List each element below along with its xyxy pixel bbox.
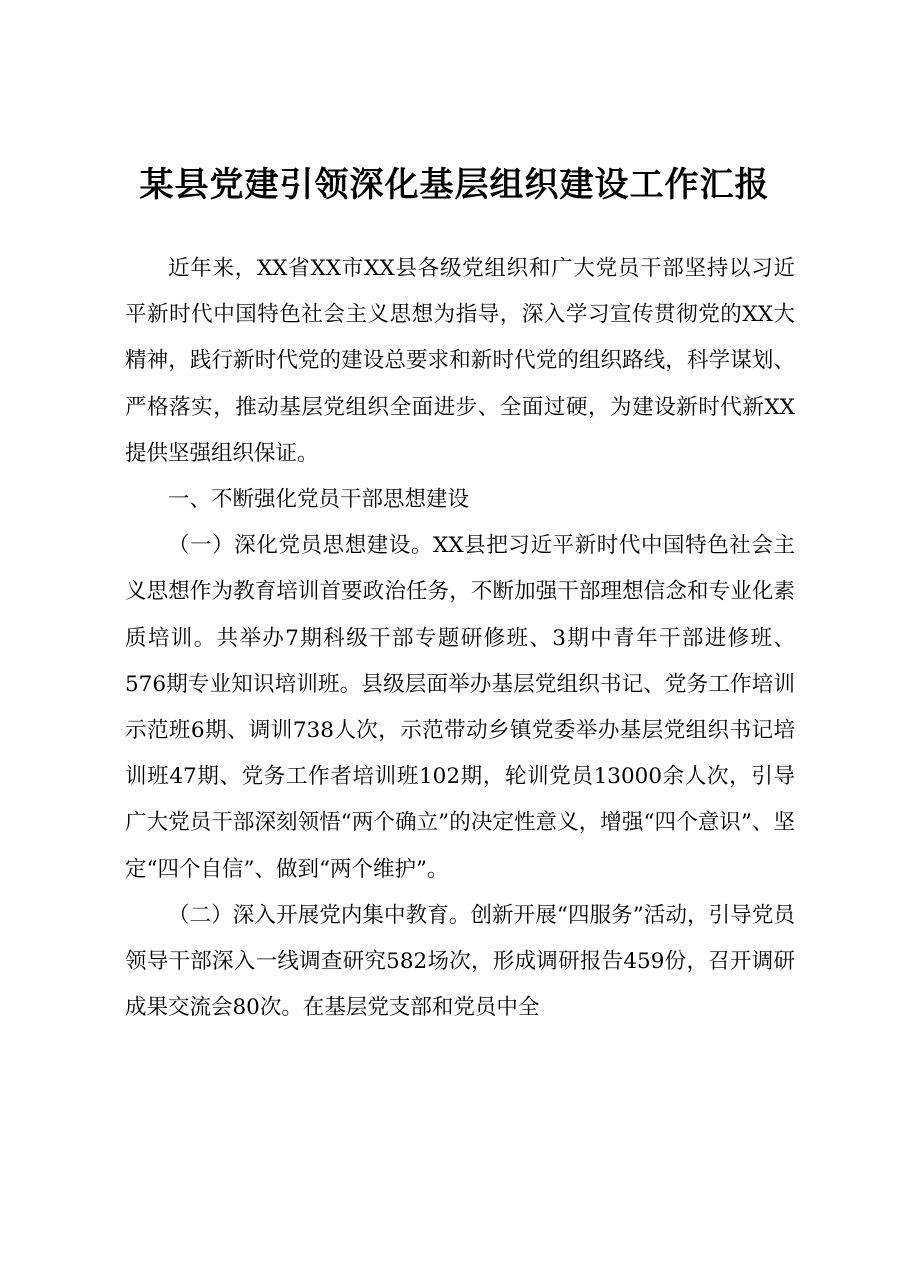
section-heading: 一、不断强化党员干部思想建设	[168, 487, 470, 513]
intro-paragraph: 近年来，XX省XX市XX县各级党组织和广大党员干部坚持以习近平新时代中国特色社会主义思想为指导，深入学习宣传贯彻党的XX大精神，践行新时代党的建设总要求和新时代党的组织路线，科学谋划、严格落实，推动基层党组织全面进步、全面过硬，为建设新时代新XX提供坚强组织保证。	[125, 256, 795, 466]
subsection-paragraph-1: （一）深化党员思想建设。XX县把习近平新时代中国特色社会主义思想作为教育培训首要政治任务，不断加强干部理想信念和专业化素质培训。共举办7期科级干部专题研修班、3期中青年干部进修班、576期专业知识培训班。县级层面举办基层党组织书记、党务工作培训示范班6期、调训738人次，示范带动乡镇党委举办基层党组织书记培训班47期、党务工作者培训班102期，轮训党员13000余人次，引导广大党员干部深刻领悟“两个确立”的决定性意义，增强“四个意识”、坚定“四个自信”、做到“两个维护”。	[125, 533, 795, 882]
document-title: 某县党建引领深化基层组织建设工作汇报	[139, 165, 770, 205]
document-body	[125, 246, 795, 1031]
subsection-paragraph-2: （二）深入开展党内集中教育。创新开展“四服务”活动，引导党员领导干部深入一线调查研究582场次，形成调研报告459份，召开调研成果交流会80次。在基层党支部和党员中全	[125, 902, 795, 1021]
